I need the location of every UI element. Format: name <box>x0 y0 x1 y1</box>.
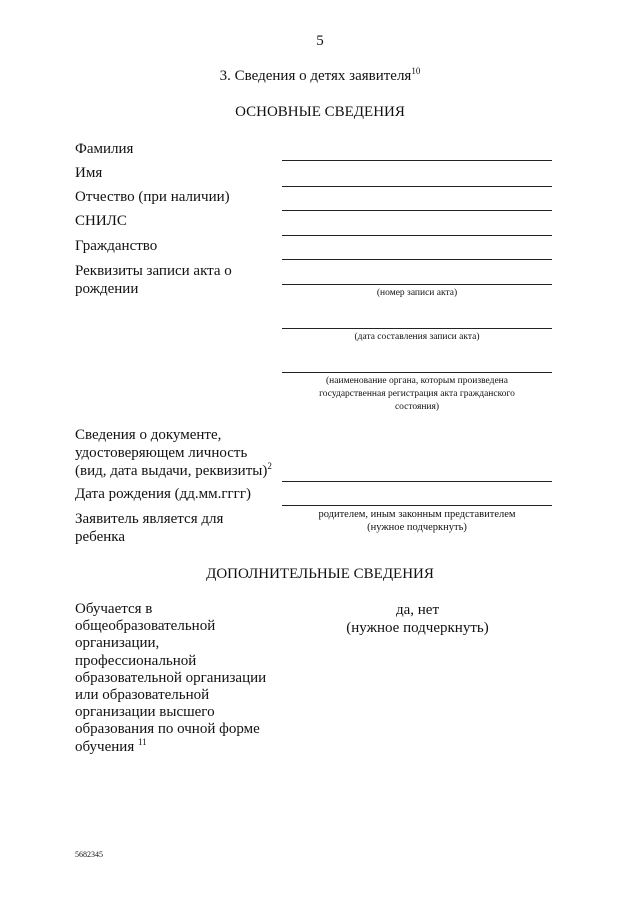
record-number-field[interactable] <box>282 284 552 285</box>
registry-body-field[interactable] <box>282 372 552 373</box>
id-document-field[interactable] <box>282 481 552 482</box>
id-document-label-line1: Сведения о документе, <box>75 427 222 443</box>
name-field[interactable] <box>282 186 552 187</box>
applicant-role-label-line1: Заявитель является для <box>75 511 224 527</box>
registry-hint-line3: состояния) <box>394 402 440 412</box>
birth-date-field[interactable] <box>282 505 552 506</box>
registry-hint-line1: (наименование органа, которым произведена <box>326 376 508 386</box>
id-document-label-line2: удостоверяющем личность <box>75 445 248 461</box>
name-label: Имя <box>75 165 103 181</box>
education-line: обучения <box>75 738 135 755</box>
id-document-label <box>75 426 272 480</box>
birth-record-label-line1: Реквизиты записи акта о <box>75 263 232 279</box>
applicant-role-options-text[interactable]: родителем, иным законным представителем <box>318 509 516 520</box>
record-number-hint: (номер записи акта) <box>376 288 458 298</box>
citizenship-field[interactable] <box>282 259 552 260</box>
patronymic-label: Отчество (при наличии) <box>75 189 230 205</box>
education-answer-hint: (нужное подчеркнуть) <box>346 620 489 636</box>
education-label <box>75 601 266 756</box>
surname-field[interactable] <box>282 160 552 161</box>
applicant-role-hint: (нужное подчеркнуть) <box>367 522 467 533</box>
record-date-field[interactable] <box>282 328 552 329</box>
education-line: или образовательной <box>75 687 210 704</box>
footnote-ref: 10 <box>411 66 421 76</box>
patronymic-field[interactable] <box>282 210 552 211</box>
record-date-hint: (дата составления записи акта) <box>354 332 480 342</box>
birth-record-label-line2: рождении <box>75 281 139 297</box>
section-title <box>0 68 640 85</box>
education-line: организации высшего <box>75 704 215 721</box>
main-heading: ОСНОВНЫЕ СВЕДЕНИЯ <box>235 104 405 120</box>
section-title-text: 3. Сведения о детях заявителя <box>219 68 412 84</box>
birth-record-label <box>75 262 232 298</box>
applicant-role-options[interactable] <box>282 508 552 534</box>
education-line: Обучается в <box>75 601 153 617</box>
applicant-role-label <box>75 510 223 546</box>
education-line: организации, <box>75 635 160 652</box>
education-line: образования по очной форме <box>75 721 260 738</box>
education-answer-options[interactable]: да, нет <box>395 602 440 618</box>
education-line: образовательной организации <box>75 669 267 686</box>
applicant-role-label-line2: ребенка <box>75 529 125 545</box>
registry-hint-line2: государственная регистрация акта гражданского <box>319 389 515 399</box>
citizenship-label: Гражданство <box>75 238 158 254</box>
footnote-ref: 11 <box>137 736 147 747</box>
registry-body-hint <box>282 375 552 414</box>
surname-label: Фамилия <box>75 141 134 157</box>
education-answer[interactable] <box>330 601 505 637</box>
birth-date-label: Дата рождения (дд.мм.гггг) <box>75 486 251 502</box>
snils-label: СНИЛС <box>75 213 127 229</box>
education-line: общеобразовательной <box>75 618 216 635</box>
page-number: 5 <box>316 33 324 49</box>
snils-field[interactable] <box>282 235 552 236</box>
footnote-ref: 2 <box>267 461 272 471</box>
document-id: 5682345 <box>75 850 103 859</box>
additional-heading: ДОПОЛНИТЕЛЬНЫЕ СВЕДЕНИЯ <box>206 566 434 582</box>
education-line: профессиональной <box>75 652 197 669</box>
id-document-label-line3: (вид, дата выдачи, реквизиты) <box>75 463 268 479</box>
